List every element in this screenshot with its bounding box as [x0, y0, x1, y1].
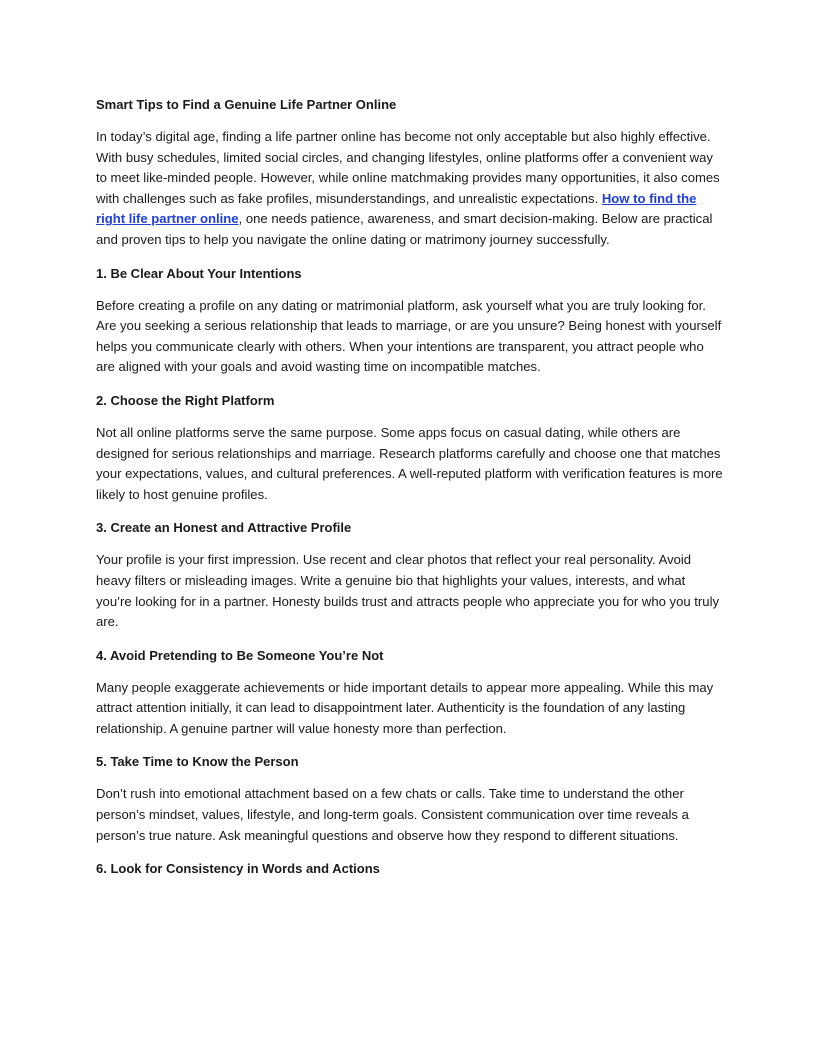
- section-body-2: Not all online platforms serve the same purpose. Some apps focus on casual dating, while others are designed for serious relationships and marriage. Research platforms carefully and choose one that matches your expectations, values, and cultural preferences. A well-reputed platform with verification features is more likely to host genuine profiles.: [96, 424, 723, 502]
- intro-paragraph: [96, 127, 724, 251]
- intro-text-before-link: In today’s digital age, finding a life partner online has become not only acceptable but also highly effective. With busy schedules, limited social circles, and changing lifestyles, online platforms offer a convenient way to meet like-minded people. However, while online matchmaking provides many opportunities, it also comes with challenges such as fake profiles, misunderstandings, and unrealistic expectations.: [96, 129, 720, 206]
- section-heading-6: 6. Look for Consistency in Words and Actions: [96, 861, 380, 877]
- section-body-1: Before creating a profile on any dating or matrimonial platform, ask yourself what you are truly looking for. Are you seeking a serious relationship that leads to marriage, or are you unsure? Being honest with yourself helps you communicate clearly with others. When your intentions are transparent, you attract people who are aligned with your goals and avoid wasting time on incompatible matches.: [96, 297, 722, 375]
- section-heading-2: 2. Choose the Right Platform: [96, 392, 275, 408]
- section-heading-3: 3. Create an Honest and Attractive Profile: [96, 520, 352, 536]
- section-heading-4: 4. Avoid Pretending to Be Someone You’re Not: [96, 647, 384, 663]
- document-page: [96, 96, 724, 891]
- section-body-5: Don’t rush into emotional attachment based on a few chats or calls. Take time to understand the other person’s mindset, values, lifestyle, and long-term goals. Consistent communication over time reveals a person’s true nature. Ask meaningful questions and observe how they respond to different situations.: [96, 786, 689, 843]
- section-heading-1: 1. Be Clear About Your Intentions: [96, 265, 302, 281]
- life-partner-link[interactable]: How to find the right life partner online: [96, 190, 697, 227]
- section-body-3: Your profile is your first impression. Use recent and clear photos that reflect your real personality. Avoid heavy filters or misleading images. Write a genuine bio that highlights your values, interests, and what you’re looking for in a partner. Honesty builds trust and attracts people who appreciate you for who you truly are.: [96, 552, 720, 630]
- intro-text-after-link: , one needs patience, awareness, and smart decision-making. Below are practical and proven tips to help you navigate the online dating or matrimony journey successfully.: [96, 211, 713, 247]
- document-title: Smart Tips to Find a Genuine Life Partner Online: [96, 97, 397, 112]
- section-heading-5: 5. Take Time to Know the Person: [96, 754, 299, 770]
- section-body-4: Many people exaggerate achievements or hide important details to appear more appealing. While this may attract attention initially, it can lead to disappointment later. Authenticity is the foundation of any lasting relationship. A genuine partner will value honesty more than perfection.: [96, 679, 714, 736]
